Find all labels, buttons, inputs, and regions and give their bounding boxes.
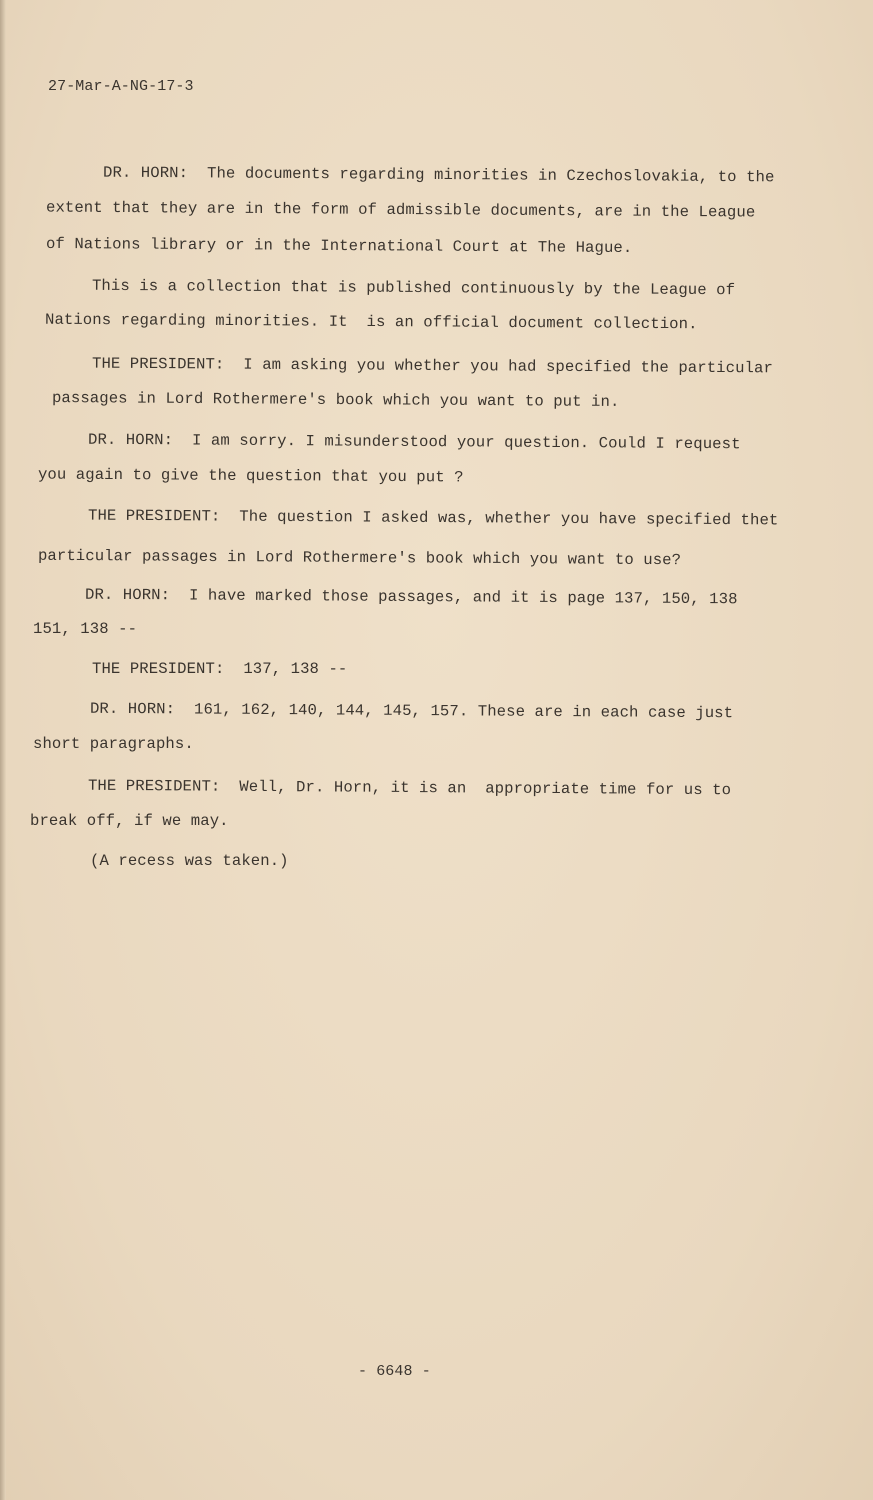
transcript-line: DR. HORN: I am sorry. I misunderstood your question. Could I request [87,430,741,454]
transcript-line: DR. HORN: I have marked those passages, and it is page 137, 150, 138 [84,585,738,609]
transcript-line: extent that they are in the form of admissible documents, are in the League [45,198,756,222]
transcript-line: DR. HORN: The documents regarding minorities in Czechoslovakia, to the [102,163,775,187]
transcript-line: THE PRESIDENT: Well, Dr. Horn, it is an appropriate time for us to [87,776,732,800]
page-number: - 6648 - [358,1363,431,1380]
transcript-line: DR. HORN: 161, 162, 140, 144, 145, 157. These are in each case just [89,699,734,723]
transcript-line: short paragraphs. [33,735,194,753]
transcript-line: THE PRESIDENT: I am asking you whether you had specified the particular [91,354,774,378]
transcript-line: of Nations library or in the International Court at The Hague. [45,234,633,258]
transcript-line: THE PRESIDENT: The question I asked was, whether you have specified thet [87,506,779,530]
transcript-line: Nations regarding minorities. It is an official document collection. [44,310,698,334]
transcript-line: THE PRESIDENT: 137, 138 -- [92,660,348,678]
document-reference: 27-Mar-A-NG-17-3 [48,78,194,95]
transcript-line: 151, 138 -- [33,620,138,638]
transcript-line: This is a collection that is published continuously by the League of [91,276,736,300]
transcript-line: particular passages in Lord Rothermere's book which you want to use? [37,546,682,570]
transcript-line: break off, if we may. [30,812,229,830]
page-edge [0,0,6,1500]
transcript-line: passages in Lord Rothermere's book which you want to put in. [51,389,620,411]
transcript-line: you again to give the question that you put ? [37,465,464,487]
transcript-line: (A recess was taken.) [90,852,289,870]
